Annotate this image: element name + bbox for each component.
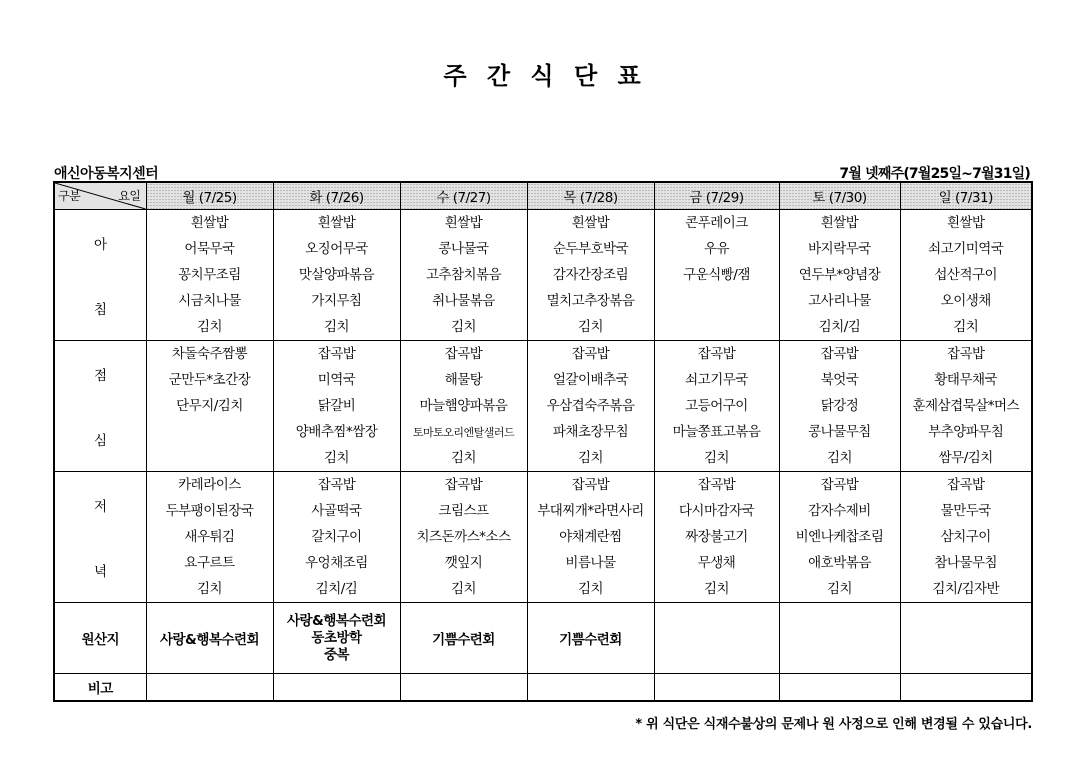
menu-item: 우삼겹숙주볶음 <box>546 398 635 414</box>
menu-item: 흰쌀밥 <box>317 215 356 231</box>
footnote: * 위 식단은 식재수불상의 문제나 원 사정으로 인해 변경될 수 있습니다. <box>635 717 1032 732</box>
menu-cell <box>400 341 527 472</box>
week-range: 7월 넷째주(7월25일~7월31일) <box>839 166 1030 182</box>
menu-item: 순두부호박국 <box>552 241 629 257</box>
menu-item: 잡곡밥 <box>317 477 356 493</box>
menu-cell <box>146 210 273 341</box>
menu-item: 김치 <box>826 581 853 597</box>
menu-item: 잡곡밥 <box>946 477 985 493</box>
menu-cell <box>900 472 1032 603</box>
meal-label <box>54 341 146 472</box>
day-header: 수 (7/27) <box>400 182 527 210</box>
origin-cell: 기쁨수련회 <box>400 603 527 674</box>
menu-item: 훈제삼겹묵살*머스 <box>912 398 1020 414</box>
menu-item: 닭강정 <box>820 398 859 414</box>
menu-item: 새우튀김 <box>184 529 235 545</box>
menu-item: 닭갈비 <box>317 398 356 414</box>
origin-cell <box>273 603 400 674</box>
menu-item <box>655 288 779 314</box>
menu-cell <box>146 341 273 472</box>
menu-item: 섭산적구이 <box>934 267 998 283</box>
day-header: 금 (7/29) <box>654 182 779 210</box>
menu-cell <box>273 341 400 472</box>
weekly-menu-table <box>53 181 1033 702</box>
menu-item: 김치 <box>196 319 223 335</box>
menu-item: 우엉채조림 <box>305 555 368 571</box>
menu-cell <box>779 341 900 472</box>
menu-item: 애호박볶음 <box>808 555 871 571</box>
menu-item: 시금치나물 <box>178 293 241 309</box>
meal-label <box>54 210 146 341</box>
menu-item: 군만두*초간장 <box>168 372 251 388</box>
menu-item: 김치 <box>323 319 350 335</box>
menu-item: 잡곡밥 <box>444 346 483 362</box>
menu-item: 잡곡밥 <box>444 477 483 493</box>
meal-label <box>54 472 146 603</box>
menu-item: 해물탕 <box>444 372 483 388</box>
meal-row <box>54 472 1032 603</box>
menu-item: 쌈무/김치 <box>938 450 993 466</box>
menu-item: 고등어구이 <box>685 398 748 414</box>
menu-item: 김치 <box>703 450 730 466</box>
menu-item: 물만두국 <box>940 503 991 519</box>
menu-item: 부대찌개*라면사리 <box>537 503 644 519</box>
corner-label-category: 구분 <box>58 189 81 203</box>
origin-row <box>54 603 1032 674</box>
origin-label: 원산지 <box>54 603 146 674</box>
meal-label-bottom: 녁 <box>93 563 107 580</box>
remarks-cell <box>273 674 400 702</box>
menu-item: 콩나물국 <box>438 241 489 257</box>
menu-item: 우유 <box>703 241 730 257</box>
menu-cell <box>654 341 779 472</box>
menu-item: 잡곡밥 <box>820 477 859 493</box>
day-header: 일 (7/31) <box>900 182 1032 210</box>
menu-item: 김치 <box>577 450 604 466</box>
page-title: 주 간 식 단 표 <box>443 62 647 90</box>
meal-label-top: 저 <box>93 498 107 515</box>
menu-item: 꽁치무조림 <box>178 267 241 283</box>
day-header: 토 (7/30) <box>779 182 900 210</box>
menu-item: 잡곡밥 <box>946 346 985 362</box>
menu-item: 흰쌀밥 <box>946 215 985 231</box>
meal-label-bottom: 침 <box>93 301 107 318</box>
menu-item: 김치 <box>577 581 604 597</box>
menu-item: 김치 <box>450 319 477 335</box>
remarks-cell <box>400 674 527 702</box>
menu-item: 파채초장무침 <box>552 424 629 440</box>
menu-item: 양배추찜*쌈장 <box>295 424 378 440</box>
menu-item: 감자수제비 <box>808 503 871 519</box>
menu-cell <box>900 210 1032 341</box>
menu-item: 구운식빵/잼 <box>683 267 750 283</box>
menu-item: 김치 <box>703 581 730 597</box>
meal-label-top: 점 <box>93 367 107 384</box>
menu-item: 김치/김 <box>315 581 358 597</box>
menu-item <box>655 314 779 340</box>
remarks-cell <box>779 674 900 702</box>
menu-item: 흰쌀밥 <box>820 215 859 231</box>
menu-item: 김치 <box>826 450 853 466</box>
menu-item: 맛살양파볶음 <box>298 267 375 283</box>
remarks-cell <box>654 674 779 702</box>
menu-cell <box>527 472 654 603</box>
organization-name: 애신아동복지센터 <box>54 166 159 182</box>
menu-item: 부추양파무침 <box>928 424 1004 440</box>
menu-cell <box>779 472 900 603</box>
menu-item: 쇠고기미역국 <box>928 241 1004 257</box>
menu-item: 잡곡밥 <box>697 346 736 362</box>
day-header: 화 (7/26) <box>273 182 400 210</box>
remarks-cell <box>527 674 654 702</box>
menu-item: 연두부*양념장 <box>798 267 881 283</box>
menu-item: 콘푸레이크 <box>685 215 748 231</box>
menu-item: 짜장불고기 <box>685 529 748 545</box>
menu-item: 차돌숙주짬뽕 <box>171 346 248 362</box>
menu-item: 오징어무국 <box>305 241 368 257</box>
menu-item: 김치 <box>953 319 979 335</box>
menu-item: 취나물볶음 <box>432 293 495 309</box>
remarks-row <box>54 674 1032 702</box>
menu-item: 쇠고기무국 <box>685 372 748 388</box>
menu-item: 흰쌀밥 <box>571 215 610 231</box>
menu-item: 가지무침 <box>311 293 362 309</box>
menu-item <box>147 445 273 471</box>
menu-item: 치즈돈까스*소스 <box>416 529 511 545</box>
menu-item: 북엇국 <box>820 372 859 388</box>
menu-item: 토마토오리엔탈샐러드 <box>412 425 515 439</box>
menu-cell <box>400 210 527 341</box>
menu-item: 잡곡밥 <box>697 477 736 493</box>
menu-cell <box>400 472 527 603</box>
remarks-cell <box>146 674 273 702</box>
menu-item: 잡곡밥 <box>820 346 859 362</box>
day-header: 목 (7/28) <box>527 182 654 210</box>
menu-cell <box>273 472 400 603</box>
menu-item: 두부팽이된장국 <box>165 503 254 519</box>
menu-item: 바지락무국 <box>808 241 871 257</box>
origin-cell <box>654 603 779 674</box>
menu-item: 김치/김 <box>818 319 861 335</box>
day-header: 월 (7/25) <box>146 182 273 210</box>
origin-cell: 사랑&행복수련회 <box>146 603 273 674</box>
origin-cell <box>900 603 1032 674</box>
menu-cell <box>527 341 654 472</box>
menu-item: 삼치구이 <box>940 529 991 545</box>
menu-item: 요구르트 <box>184 555 235 571</box>
menu-item: 고추참치볶음 <box>425 267 502 283</box>
origin-line: 사랑&행복수련회 동초방학 중복 <box>286 612 387 663</box>
menu-item: 콩나물무침 <box>808 424 871 440</box>
menu-item: 흰쌀밥 <box>190 215 229 231</box>
menu-item: 어묵무국 <box>184 241 235 257</box>
remarks-label: 비고 <box>54 674 146 702</box>
menu-item: 마늘햄양파볶음 <box>419 398 508 414</box>
origin-cell: 기쁨수련회 <box>527 603 654 674</box>
menu-item: 카레라이스 <box>178 477 241 493</box>
menu-item: 무생채 <box>697 555 736 571</box>
menu-item: 흰쌀밥 <box>444 215 483 231</box>
menu-cell <box>527 210 654 341</box>
menu-cell <box>654 472 779 603</box>
menu-item: 황태무채국 <box>934 372 998 388</box>
menu-item: 김치 <box>450 581 477 597</box>
menu-item: 비름나물 <box>565 555 616 571</box>
menu-item: 잡곡밥 <box>571 477 610 493</box>
menu-item: 비엔나케찹조림 <box>795 529 884 545</box>
meal-label-top: 아 <box>93 236 107 253</box>
menu-item: 깻잎지 <box>444 555 483 571</box>
menu-item: 김치/김자반 <box>932 581 1000 597</box>
menu-item: 김치 <box>196 581 223 597</box>
corner-cell <box>54 182 146 210</box>
menu-item: 다시마감자국 <box>678 503 755 519</box>
menu-cell <box>654 210 779 341</box>
menu-cell <box>146 472 273 603</box>
meal-row <box>54 341 1032 472</box>
menu-item: 크림스프 <box>438 503 489 519</box>
corner-label-day: 요일 <box>118 189 141 203</box>
menu-item: 감자간장조림 <box>552 267 629 283</box>
menu-cell <box>900 341 1032 472</box>
menu-item: 잡곡밥 <box>571 346 610 362</box>
header-row <box>54 182 1032 210</box>
remarks-cell <box>900 674 1032 702</box>
menu-item: 김치 <box>323 450 350 466</box>
menu-item: 고사리나물 <box>808 293 871 309</box>
menu-item: 얼갈이배추국 <box>552 372 629 388</box>
menu-item: 단무지/김치 <box>176 398 243 414</box>
meal-row <box>54 210 1032 341</box>
menu-item: 야채계란찜 <box>559 529 622 545</box>
menu-cell <box>779 210 900 341</box>
menu-item: 마늘쫑표고볶음 <box>672 424 761 440</box>
meal-label-bottom: 심 <box>93 432 107 449</box>
menu-item: 김치 <box>450 450 477 466</box>
menu-cell <box>273 210 400 341</box>
menu-item: 미역국 <box>317 372 356 388</box>
menu-item: 김치 <box>577 319 604 335</box>
menu-item: 오이생채 <box>940 293 991 309</box>
origin-cell <box>779 603 900 674</box>
menu-item: 갈치구이 <box>311 529 362 545</box>
menu-item <box>147 419 273 445</box>
menu-item: 잡곡밥 <box>317 346 356 362</box>
menu-item: 사골떡국 <box>311 503 362 519</box>
menu-item: 참나물무침 <box>934 555 998 571</box>
menu-item: 멸치고추장볶음 <box>546 293 635 309</box>
